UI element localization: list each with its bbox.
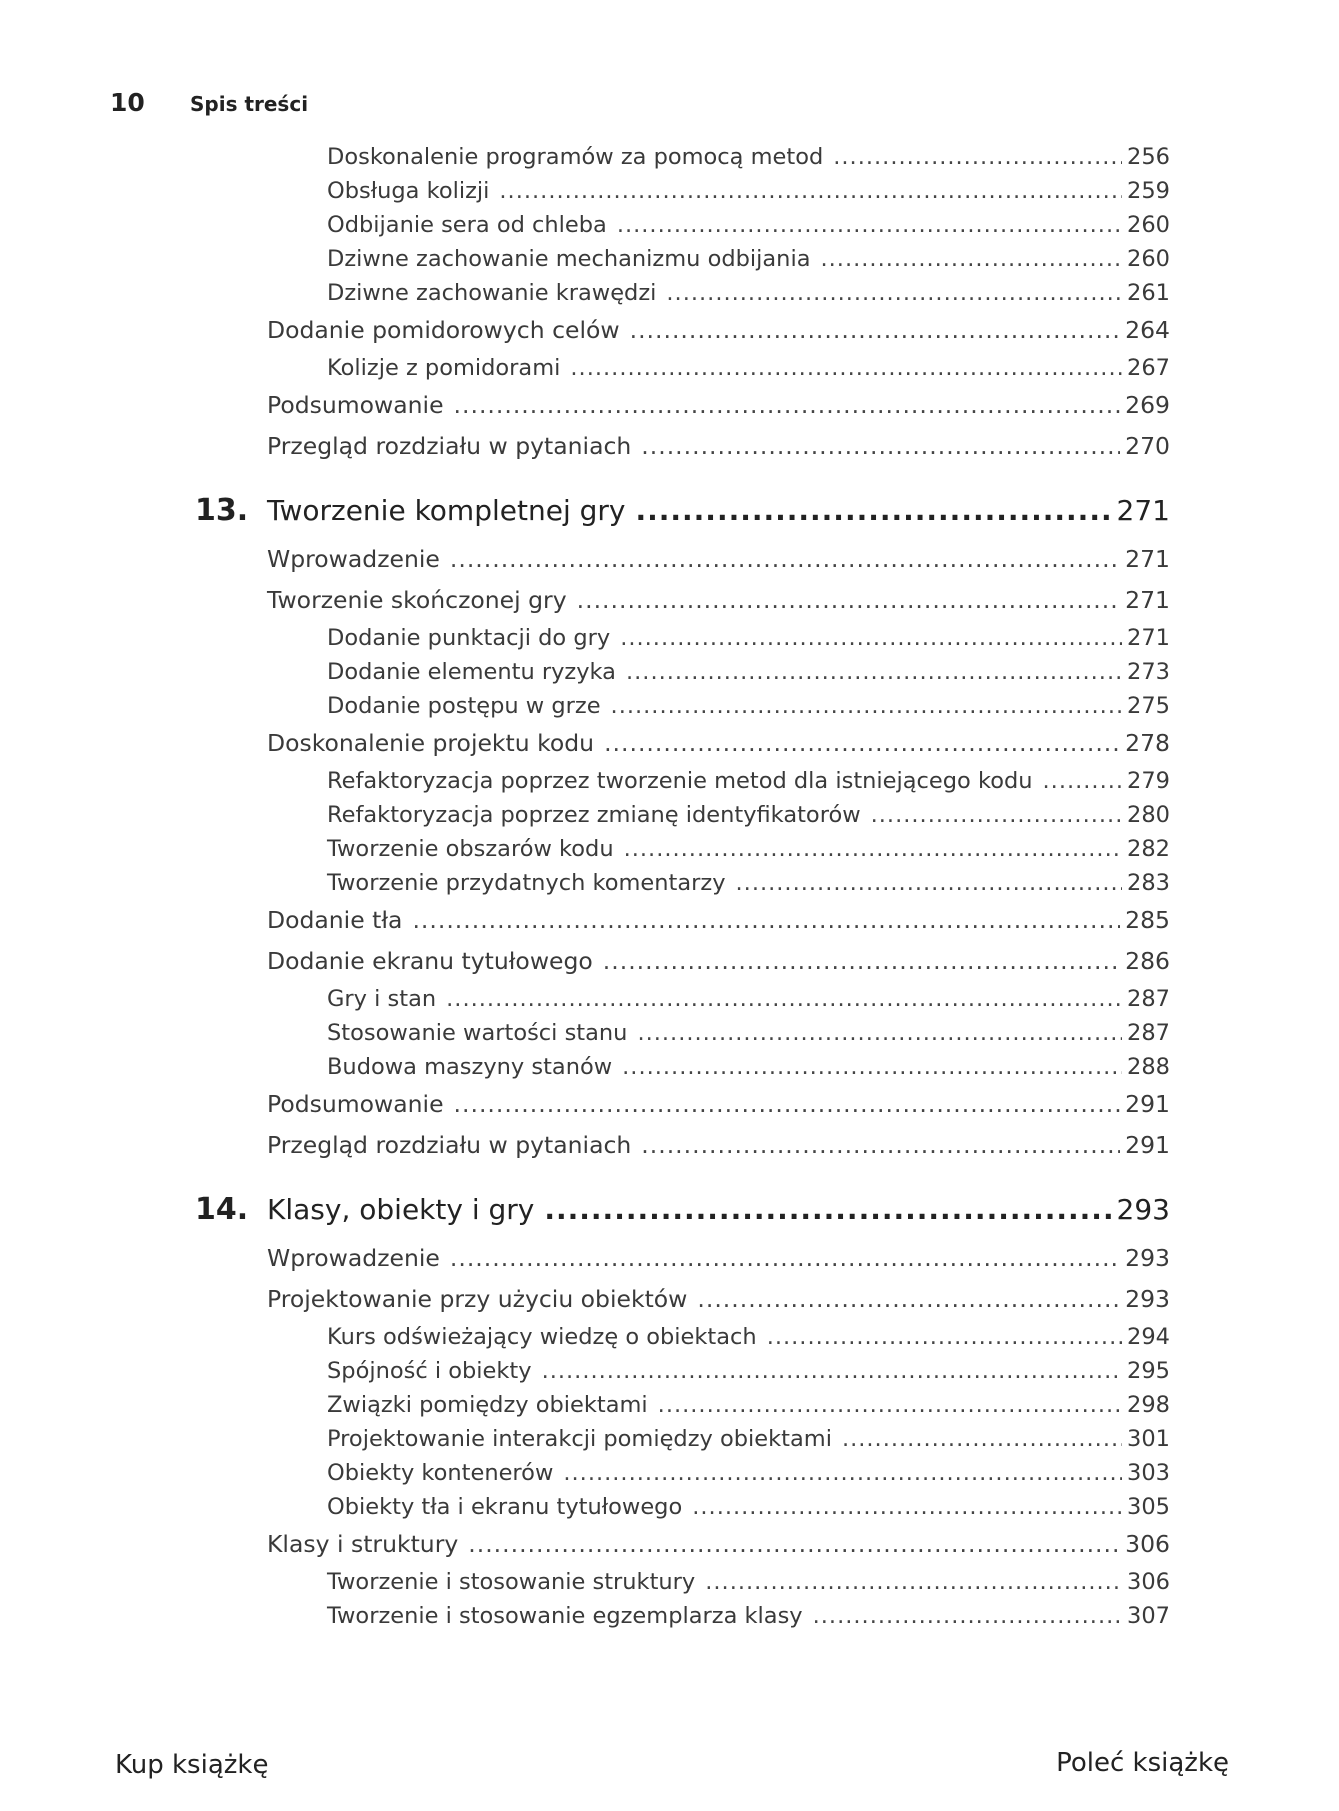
toc-subsection-entry[interactable]	[195, 174, 1170, 208]
toc-subsection-entry[interactable]	[195, 242, 1170, 276]
entry-page-number: 271	[1127, 625, 1170, 651]
toc-section-entry[interactable]	[195, 580, 1170, 621]
toc-subsection-entry[interactable]	[195, 208, 1170, 242]
entry-title: Dodanie tła	[267, 906, 403, 934]
entry-page-number: 275	[1127, 693, 1170, 719]
entry-page-number: 282	[1127, 836, 1170, 862]
entry-page-number: 260	[1127, 246, 1170, 272]
running-head	[110, 88, 308, 117]
entry-page-number: 293	[1125, 1285, 1170, 1313]
dot-leader	[641, 426, 1120, 467]
entry-page-number: 293	[1116, 1193, 1170, 1226]
toc-chapter-entry[interactable]	[195, 483, 1170, 539]
entry-page-number: 295	[1127, 1358, 1170, 1384]
entry-title: Refaktoryzacja poprzez tworzenie metod dla istniejącego kodu	[327, 768, 1033, 794]
toc-section-entry[interactable]	[195, 310, 1170, 351]
toc-section-entry[interactable]	[195, 1524, 1170, 1565]
entry-title: Dziwne zachowanie krawędzi	[327, 280, 657, 306]
dot-leader	[666, 276, 1122, 310]
toc-section-entry[interactable]	[195, 1084, 1170, 1125]
toc-subsection-entry[interactable]	[195, 1422, 1170, 1456]
dot-leader	[412, 900, 1120, 941]
dot-leader	[658, 1388, 1122, 1422]
dot-leader	[736, 866, 1123, 900]
dot-leader	[624, 832, 1122, 866]
toc-subsection-entry[interactable]	[195, 655, 1170, 689]
entry-title: Projektowanie interakcji pomiędzy obiektami	[327, 1426, 832, 1452]
dot-leader	[563, 1456, 1122, 1490]
entry-page-number: 279	[1127, 768, 1170, 794]
entry-page-number: 288	[1127, 1054, 1170, 1080]
section-title: Spis treści	[190, 92, 309, 116]
toc-subsection-entry[interactable]	[195, 764, 1170, 798]
toc-subsection-entry[interactable]	[195, 140, 1170, 174]
entry-page-number: 298	[1127, 1392, 1170, 1418]
entry-title: Gry i stan	[327, 986, 437, 1012]
entry-title: Tworzenie obszarów kodu	[327, 836, 614, 862]
dot-leader	[542, 1354, 1122, 1388]
entry-page-number: 261	[1127, 280, 1170, 306]
toc-section-entry[interactable]	[195, 1238, 1170, 1279]
entry-page-number: 259	[1127, 178, 1170, 204]
entry-title: Podsumowanie	[267, 1090, 444, 1118]
page-number: 10	[110, 88, 145, 117]
entry-page-number: 269	[1125, 391, 1170, 419]
dot-leader	[630, 310, 1121, 351]
entry-page-number: 293	[1125, 1244, 1170, 1272]
toc-subsection-entry[interactable]	[195, 832, 1170, 866]
entry-page-number: 280	[1127, 802, 1170, 828]
toc-chapter-entry[interactable]	[195, 1182, 1170, 1238]
dot-leader	[641, 1125, 1120, 1166]
dot-leader	[767, 1320, 1122, 1354]
toc-subsection-entry[interactable]	[195, 351, 1170, 385]
toc-section-entry[interactable]	[195, 900, 1170, 941]
toc-subsection-entry[interactable]	[195, 1490, 1170, 1524]
entry-page-number: 291	[1125, 1090, 1170, 1118]
entry-title: Tworzenie przydatnych komentarzy	[327, 870, 726, 896]
entry-page-number: 306	[1127, 1569, 1170, 1595]
entry-title: Refaktoryzacja poprzez zmianę identyfikatorów	[327, 802, 861, 828]
entry-page-number: 291	[1125, 1131, 1170, 1159]
dot-leader	[450, 1238, 1120, 1279]
entry-page-number: 306	[1125, 1530, 1170, 1558]
dot-leader	[604, 723, 1120, 764]
toc-subsection-entry[interactable]	[195, 1565, 1170, 1599]
dot-leader	[871, 798, 1122, 832]
entry-page-number: 270	[1125, 432, 1170, 460]
entry-page-number: 267	[1127, 355, 1170, 381]
entry-page-number: 287	[1127, 1020, 1170, 1046]
dot-leader	[833, 140, 1122, 174]
entry-page-number: 273	[1127, 659, 1170, 685]
dot-leader	[626, 655, 1122, 689]
entry-page-number: 286	[1125, 947, 1170, 975]
toc-section-entry[interactable]	[195, 426, 1170, 467]
entry-title: Obsługa kolizji	[327, 178, 490, 204]
entry-title: Podsumowanie	[267, 391, 444, 419]
toc-subsection-entry[interactable]	[195, 1050, 1170, 1084]
entry-title: Kurs odświeżający wiedzę o obiektach	[327, 1324, 757, 1350]
dot-leader	[637, 1016, 1122, 1050]
dot-leader	[544, 1182, 1111, 1238]
dot-leader	[450, 539, 1120, 580]
toc-section-entry[interactable]	[195, 539, 1170, 580]
entry-title: Wprowadzenie	[267, 1244, 440, 1272]
entry-page-number: 301	[1127, 1426, 1170, 1452]
dot-leader	[692, 1490, 1122, 1524]
entry-title: Wprowadzenie	[267, 545, 440, 573]
entry-page-number: 287	[1127, 986, 1170, 1012]
toc-section-entry[interactable]	[195, 723, 1170, 764]
entry-title: Tworzenie i stosowanie struktury	[327, 1569, 696, 1595]
entry-page-number: 285	[1125, 906, 1170, 934]
dot-leader	[454, 385, 1121, 426]
entry-title: Przegląd rozdziału w pytaniach	[267, 432, 632, 460]
entry-page-number: 278	[1125, 729, 1170, 757]
toc-subsection-entry[interactable]	[195, 1456, 1170, 1490]
entry-title: Kolizje z pomidorami	[327, 355, 561, 381]
toc-subsection-entry[interactable]	[195, 982, 1170, 1016]
chapter-number: 14.	[195, 1192, 249, 1227]
dot-leader	[617, 208, 1122, 242]
dot-leader	[603, 941, 1120, 982]
buy-book-link[interactable]: Kup książkę	[115, 1750, 269, 1780]
entry-title: Tworzenie skończonej gry	[267, 586, 567, 614]
toc-subsection-entry[interactable]	[195, 1388, 1170, 1422]
dot-leader	[611, 689, 1123, 723]
dot-leader	[705, 1565, 1122, 1599]
entry-title: Dodanie punktacji do gry	[327, 625, 611, 651]
entry-title: Projektowanie przy użyciu obiektów	[267, 1285, 688, 1313]
toc-section-entry[interactable]	[195, 1279, 1170, 1320]
toc-subsection-entry[interactable]	[195, 1354, 1170, 1388]
dot-leader	[635, 483, 1111, 539]
dot-leader	[821, 242, 1123, 276]
entry-page-number: 264	[1125, 316, 1170, 344]
entry-page-number: 303	[1127, 1460, 1170, 1486]
entry-page-number: 271	[1125, 586, 1170, 614]
toc-section-entry[interactable]	[195, 1125, 1170, 1166]
toc-section-entry[interactable]	[195, 941, 1170, 982]
entry-title: Klasy, obiekty i gry	[267, 1193, 535, 1226]
dot-leader	[697, 1279, 1120, 1320]
entry-page-number: 256	[1127, 144, 1170, 170]
dot-leader	[468, 1524, 1120, 1565]
entry-title: Stosowanie wartości stanu	[327, 1020, 628, 1046]
entry-title: Doskonalenie projektu kodu	[267, 729, 595, 757]
entry-page-number: 271	[1125, 545, 1170, 573]
entry-title: Budowa maszyny stanów	[327, 1054, 613, 1080]
entry-page-number: 271	[1116, 494, 1170, 527]
dot-leader	[842, 1422, 1122, 1456]
entry-title: Tworzenie kompletnej gry	[267, 494, 626, 527]
entry-title: Obiekty tła i ekranu tytułowego	[327, 1494, 683, 1520]
dot-leader	[622, 1050, 1122, 1084]
entry-page-number: 283	[1127, 870, 1170, 896]
dot-leader	[577, 580, 1121, 621]
dot-leader	[570, 351, 1122, 385]
toc-subsection-entry[interactable]	[195, 689, 1170, 723]
entry-title: Tworzenie i stosowanie egzemplarza klasy	[327, 1603, 803, 1629]
entry-title: Dodanie postępu w grze	[327, 693, 601, 719]
dot-leader	[813, 1599, 1122, 1633]
dot-leader	[454, 1084, 1121, 1125]
toc-section-entry[interactable]	[195, 385, 1170, 426]
entry-title: Dodanie elementu ryzyka	[327, 659, 616, 685]
entry-title: Dodanie pomidorowych celów	[267, 316, 620, 344]
entry-title: Odbijanie sera od chleba	[327, 212, 607, 238]
toc-subsection-entry[interactable]	[195, 1320, 1170, 1354]
toc-subsection-entry[interactable]	[195, 1599, 1170, 1633]
toc-subsection-entry[interactable]	[195, 276, 1170, 310]
recommend-book-link[interactable]: Poleć książkę	[1056, 1748, 1229, 1778]
toc-subsection-entry[interactable]	[195, 866, 1170, 900]
entry-title: Klasy i struktury	[267, 1530, 459, 1558]
dot-leader	[620, 621, 1122, 655]
entry-title: Dodanie ekranu tytułowego	[267, 947, 593, 975]
dot-leader	[499, 174, 1122, 208]
dot-leader	[1043, 764, 1123, 798]
entry-title: Obiekty kontenerów	[327, 1460, 554, 1486]
entry-page-number: 305	[1127, 1494, 1170, 1520]
entry-title: Spójność i obiekty	[327, 1358, 532, 1384]
entry-title: Doskonalenie programów za pomocą metod	[327, 144, 824, 170]
entry-title: Przegląd rozdziału w pytaniach	[267, 1131, 632, 1159]
entry-title: Związki pomiędzy obiektami	[327, 1392, 648, 1418]
entry-page-number: 260	[1127, 212, 1170, 238]
table-of-contents	[195, 140, 1170, 1633]
dot-leader	[446, 982, 1122, 1016]
toc-subsection-entry[interactable]	[195, 1016, 1170, 1050]
entry-page-number: 307	[1127, 1603, 1170, 1629]
toc-subsection-entry[interactable]	[195, 798, 1170, 832]
entry-title: Dziwne zachowanie mechanizmu odbijania	[327, 246, 811, 272]
toc-subsection-entry[interactable]	[195, 621, 1170, 655]
entry-page-number: 294	[1127, 1324, 1170, 1350]
chapter-number: 13.	[195, 493, 249, 528]
